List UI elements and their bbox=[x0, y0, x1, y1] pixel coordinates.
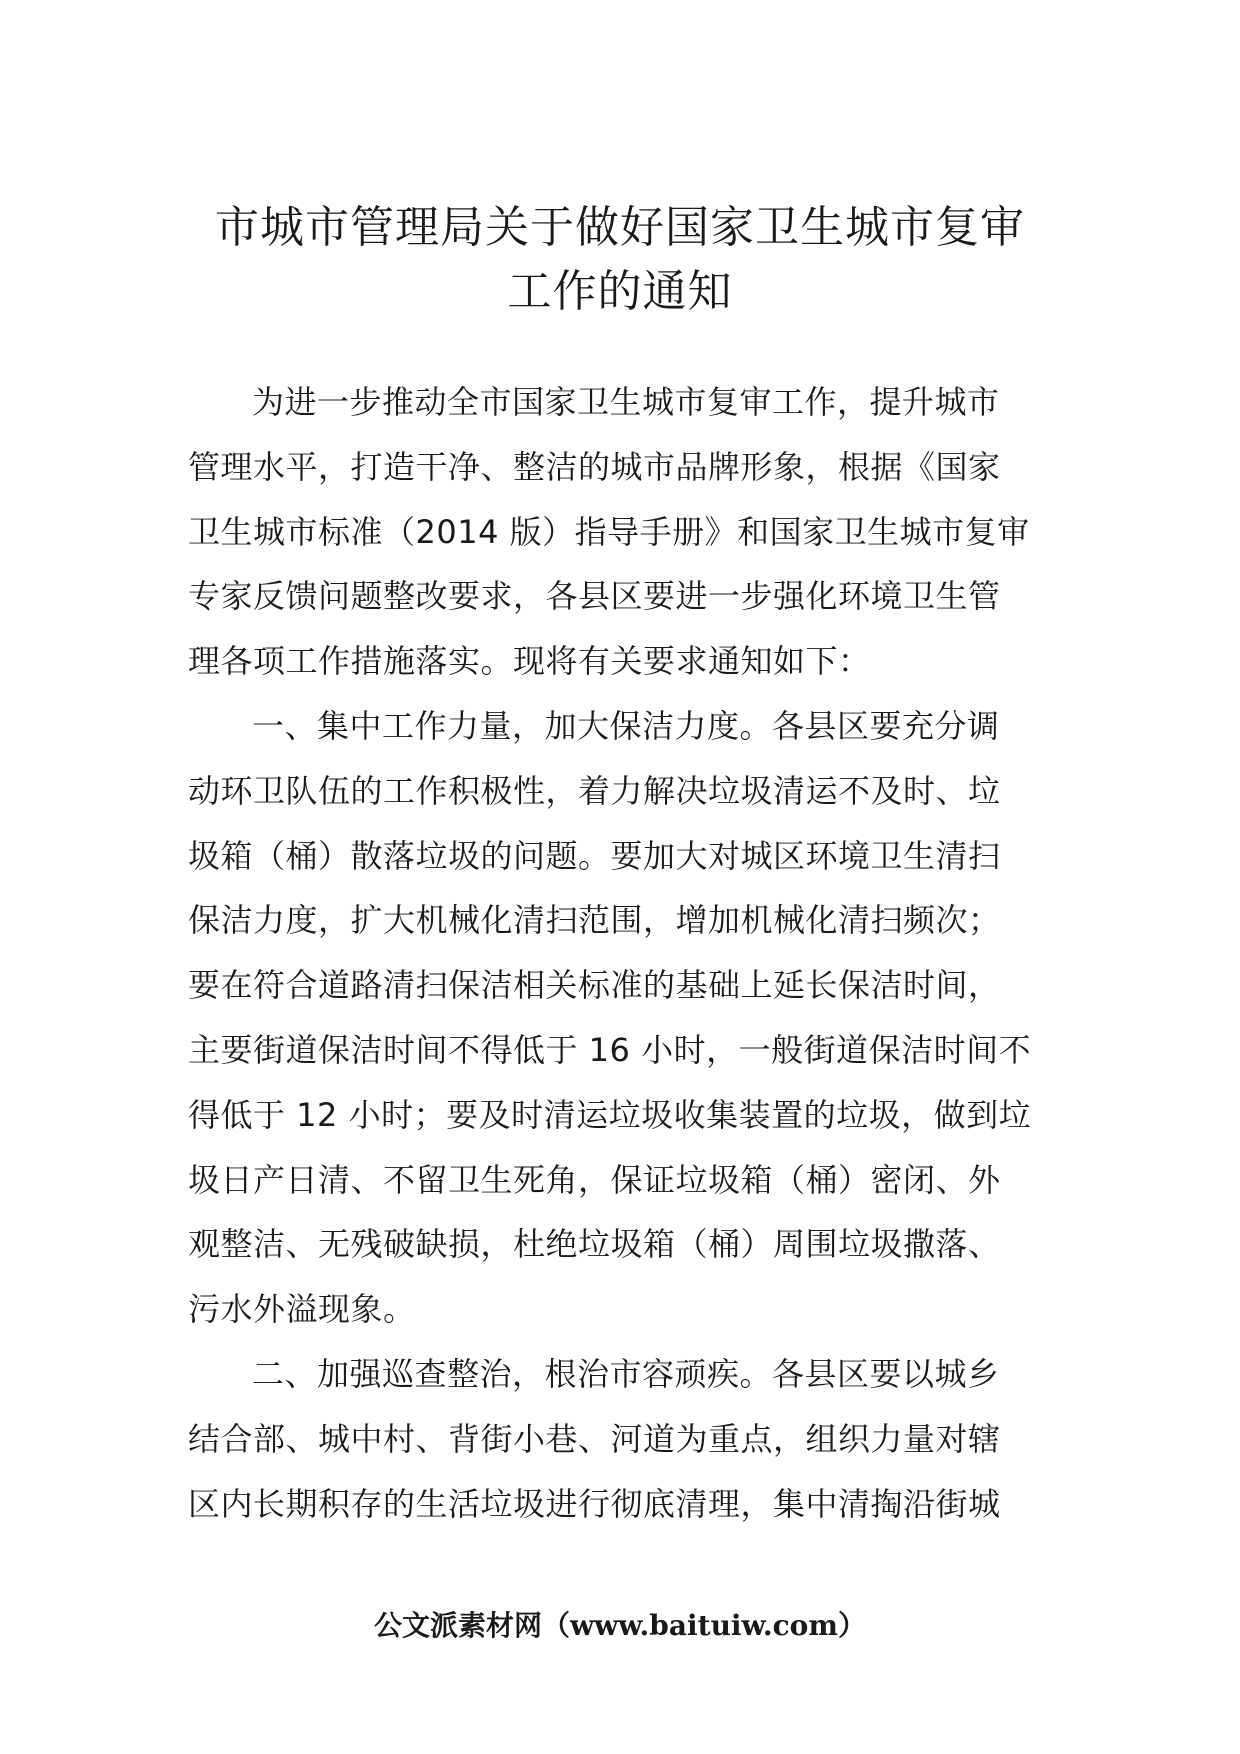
paragraph-line: 要在符合道路清扫保洁相关标准的基础上延长保洁时间， bbox=[188, 966, 1001, 1005]
document-title bbox=[150, 196, 1090, 324]
paragraph-line: 二、加强巡查整治，根治市容顽疾。各县区要以城乡 bbox=[252, 1354, 1000, 1393]
paragraph-line: 观整洁、无残破缺损，杜绝垃圾箱（桶）周围垃圾撒落、 bbox=[188, 1225, 1001, 1264]
paragraph-line: 主要街道保洁时间不得低于 16 小时，一般街道保洁时间不 bbox=[188, 1030, 1032, 1069]
paragraph-line: 专家反馈问题整改要求，各县区要进一步强化环境卫生管 bbox=[188, 577, 1001, 616]
paragraph-line: 动环卫队伍的工作积极性，着力解决垃圾清运不及时、垃 bbox=[188, 771, 1001, 810]
paragraph-intro bbox=[188, 370, 1058, 694]
paragraph-line: 区内长期积存的生活垃圾进行彻底清理，集中清掏沿街城 bbox=[188, 1484, 1001, 1523]
paragraph-line: 卫生城市标准（2014 版）指导手册》和国家卫生城市复审 bbox=[188, 512, 1030, 551]
paragraph-line: 理各项工作措施落实。现将有关要求通知如下： bbox=[188, 642, 871, 681]
paragraph-line: 为进一步推动全市国家卫生城市复审工作，提升城市 bbox=[252, 383, 1000, 421]
paragraph-line: 圾日产日清、不留卫生死角，保证垃圾箱（桶）密闭、外 bbox=[188, 1160, 1001, 1199]
paragraph-line: 圾箱（桶）散落垃圾的问题。要加大对城区环境卫生清扫 bbox=[188, 836, 1001, 875]
paragraph-line: 得低于 12 小时；要及时清运垃圾收集装置的垃圾，做到垃 bbox=[188, 1095, 1032, 1134]
footer-watermark: 公文派素材网（www.baituiw.com） bbox=[374, 1609, 866, 1642]
document-body bbox=[188, 370, 1058, 1536]
paragraph-line: 管理水平，打造干净、整洁的城市品牌形象，根据《国家 bbox=[188, 447, 1001, 486]
paragraph-line: 结合部、城中村、背街小巷、河道为重点，组织力量对辖 bbox=[188, 1419, 1001, 1458]
paragraph-line: 一、集中工作力量，加大保洁力度。各县区要充分调 bbox=[252, 706, 1000, 745]
title-line: 工作的通知 bbox=[507, 266, 733, 317]
paragraph-line: 污水外溢现象。 bbox=[188, 1290, 416, 1329]
paragraph-section-2 bbox=[188, 1342, 1058, 1536]
paragraph-section-1 bbox=[188, 694, 1058, 1342]
title-line: 市城市管理局关于做好国家卫生城市复审 bbox=[215, 202, 1025, 253]
paragraph-line: 保洁力度，扩大机械化清扫范围，增加机械化清扫频次； bbox=[188, 901, 1001, 940]
